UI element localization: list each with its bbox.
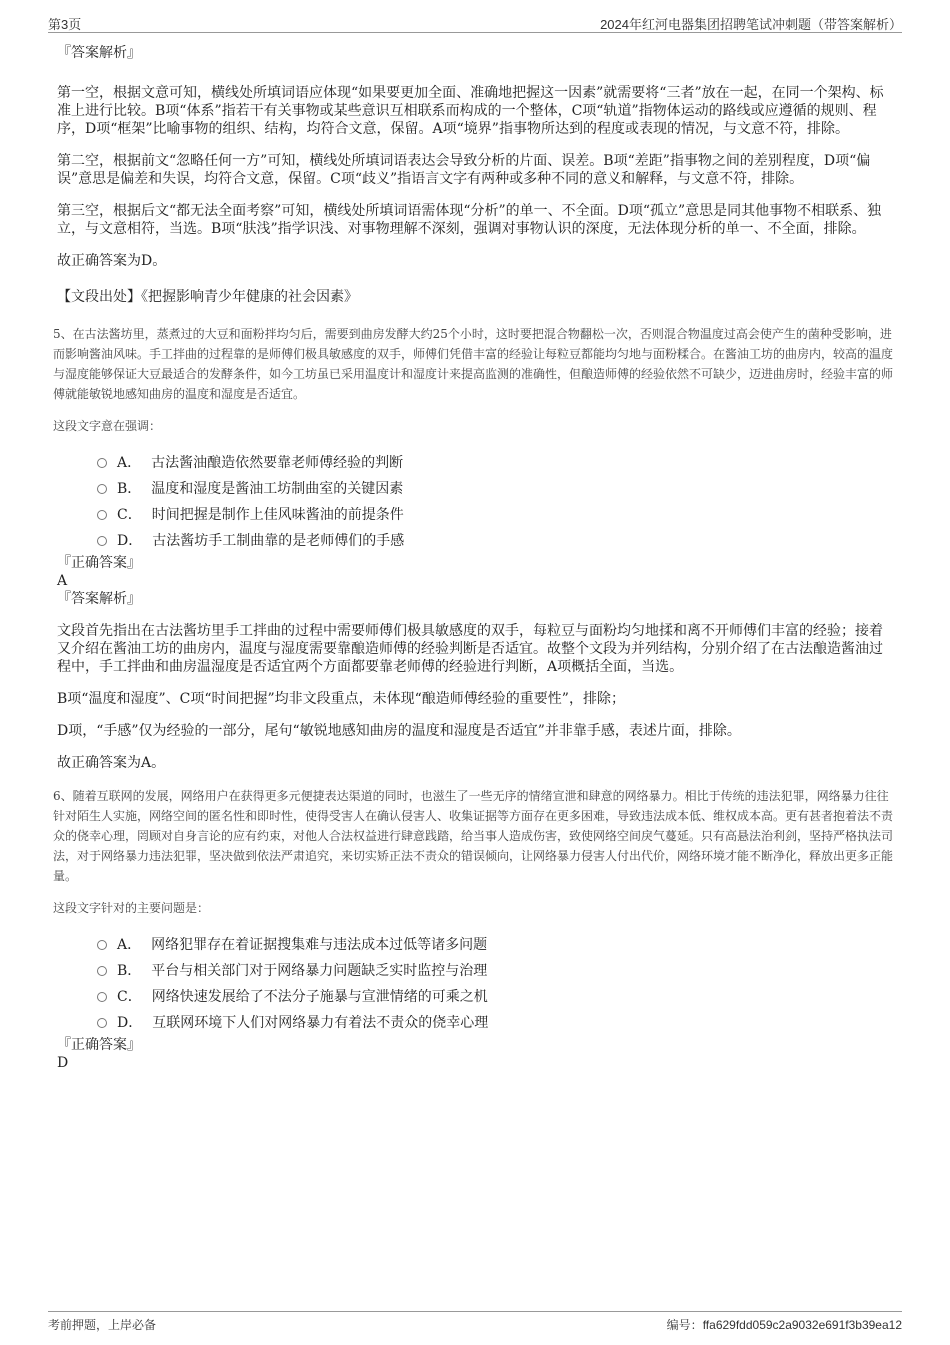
option-text: 网络犯罪存在着证据搜集难与违法成本过低等诸多问题: [151, 937, 488, 953]
q4-analysis-paragraph-2: 第二空，根据前文“忽略任何一方”可知，横线处所填词语表达会导致分析的片面、误差。B项“差距”指事物之间的差别程度，D项“偏误”意思是偏差和失误，均符合文意，保留。C项“歧义”指语言文字有两种或多种不同的意义和解释，与文意不符，排除。: [57, 153, 871, 187]
q5-correct-label: 『正确答案』: [57, 555, 141, 571]
q6-option-d[interactable]: [97, 1010, 895, 1036]
q4-conclusion: 故正确答案为D。: [57, 253, 167, 269]
document-code: [667, 1316, 902, 1333]
radio-icon[interactable]: [97, 484, 107, 494]
option-letter: B．: [117, 481, 142, 497]
q6-option-c[interactable]: [97, 984, 895, 1010]
q6-passage: 6、随着互联网的发展，网络用户在获得更多元便捷表达渠道的同时，也滋生了一些无序的情绪宣泄和肆意的网络暴力。相比于传统的违法犯罪，网络暴力往往针对陌生人实施，网络空间的匿名性和即时性，使得受害人在确认侵害人、收集证据等方面存在更多困难，导致违法成本低、维权成本高。更有甚者抱着法不责众的侥幸心理，罔顾对自身言论的应有约束，对他人合法权益进行肆意践踏，给当事人造成伤害，致使网络空间戾气蔓延。只有高悬法治利剑，坚持严格执法司法，对于网络暴力违法犯罪，坚决做到依法严肃追究，来切实矫正法不责众的错误倾向，让网络暴力侵害人付出代价，网络环境才能不断净化，释放出更多正能量。: [53, 789, 894, 883]
document-title: 2024年红河电器集团招聘笔试冲刺题（带答案解析）: [600, 17, 902, 32]
q5-question: 这段文字意在强调：: [53, 419, 162, 433]
radio-icon[interactable]: [97, 510, 107, 520]
q5-options: [97, 450, 895, 554]
option-letter: A．: [117, 937, 142, 953]
option-letter: D．: [117, 533, 143, 549]
option-letter: C．: [117, 507, 142, 523]
q6-correct-value: D: [57, 1055, 69, 1071]
q5-option-b[interactable]: [97, 476, 895, 502]
document-code-label: 编号：: [666, 1318, 703, 1332]
q5-correct-value: A: [57, 573, 68, 589]
option-text: 温度和湿度是酱油工坊制曲室的关键因素: [151, 481, 404, 497]
option-letter: C．: [117, 989, 142, 1005]
option-text: 平台与相关部门对于网络暴力问题缺乏实时监控与治理: [151, 963, 488, 979]
q6-correct-label: 『正确答案』: [57, 1037, 141, 1053]
q5-option-d[interactable]: [97, 528, 895, 554]
document-code-value: ffa629fdd059c2a9032e691f3b39ea12: [702, 1318, 902, 1332]
page-content: [53, 44, 895, 1072]
option-text: 网络快速发展给了不法分子施暴与宣泄情绪的可乘之机: [151, 989, 488, 1005]
q6-question: 这段文字针对的主要问题是：: [53, 901, 210, 915]
q4-source: 【文段出处】《把握影响青少年健康的社会因素》: [57, 289, 358, 305]
option-text: 时间把握是制作上佳风味酱油的前提条件: [151, 507, 404, 523]
option-letter: A．: [117, 455, 142, 471]
q6-option-b[interactable]: [97, 958, 895, 984]
q6-options: [97, 932, 895, 1036]
radio-icon[interactable]: [97, 992, 107, 1002]
q5-option-c[interactable]: [97, 502, 895, 528]
q4-analysis-paragraph-3: 第三空，根据后文“都无法全面考察”可知，横线处所填词语需体现“分析”的单一、不全面。D项“孤立”意思是同其他事物不相联系、独立，与文意相符，当选。B项“肤浅”指学识浅、对事物理解不深刻，强调对事物认识的深度，无法体现分析的单一、不全面，排除。: [57, 203, 882, 237]
q5-analysis-paragraph-2: B项“温度和湿度”、C项“时间把握”均非文段重点，未体现“酿造师傅经验的重要性”，排除；: [57, 691, 625, 707]
option-text: 互联网环境下人们对网络暴力有着法不责众的侥幸心理: [152, 1015, 489, 1031]
q5-analysis-label: 『答案解析』: [57, 591, 141, 607]
page-number: 第3页: [48, 17, 82, 32]
q5-analysis-paragraph-3: D项，“手感”仅为经验的一部分，尾句“敏锐地感知曲房的温度和湿度是否适宜”并非靠手感，表述片面，排除。: [57, 723, 741, 739]
option-text: 古法酱油酿造依然要靠老师傅经验的判断: [151, 455, 404, 471]
radio-icon[interactable]: [97, 1018, 107, 1028]
option-text: 古法酱坊手工制曲靠的是老师傅们的手感: [152, 533, 405, 549]
page-footer: [48, 1311, 902, 1336]
radio-icon[interactable]: [97, 966, 107, 976]
radio-icon[interactable]: [97, 536, 107, 546]
page-header: [48, 14, 902, 33]
option-letter: D．: [117, 1015, 143, 1031]
option-letter: B．: [117, 963, 142, 979]
radio-icon[interactable]: [97, 940, 107, 950]
q6-option-a[interactable]: [97, 932, 895, 958]
footer-slogan: 考前押题，上岸必备: [48, 1318, 157, 1332]
q4-analysis-paragraph-1: 第一空，根据文意可知，横线处所填词语应体现“如果要更加全面、准确地把握这一因素”就需要将“三者”放在一起，在同一个架构、标准上进行比较。B项“体系”指若干有关事物或某些意识互相联系而构成的一个整体，C项“轨道”指物体运动的路线或应遵循的规则、程序，D项“框架”比喻事物的组织、结构，均符合文意，保留。A项“境界”指事物所达到的程度或表现的情况，与文意不符，排除。: [57, 85, 884, 137]
q5-passage: 5、在古法酱坊里，蒸煮过的大豆和面粉拌均匀后，需要到曲房发酵大约25个小时，这时要把混合物翻松一次，否则混合物温度过高会使产生的菌种受影响，进而影响酱油风味。手工拌曲的过程靠的是师傅们极具敏感度的双手，师傅们凭借丰富的经验让每粒豆都能均匀地与面粉糅合。在酱油工坊的曲房内，较高的温度与湿度能够保证大豆最适合的发酵条件，如今工坊虽已采用温度计和湿度计来提高监测的准确性，但酿造师傅的经验依然不可缺少，迈进曲房时，经验丰富的师傅就能敏锐地感知曲房的温度和湿度是否适宜。: [53, 327, 894, 401]
q5-conclusion: 故正确答案为A。: [57, 755, 166, 771]
q5-option-a[interactable]: [97, 450, 895, 476]
q5-analysis-paragraph-1: 文段首先指出在古法酱坊里手工拌曲的过程中需要师傅们极具敏感度的双手，每粒豆与面粉均匀地揉和离不开师傅们丰富的经验；接着又介绍在酱油工坊的曲房内，温度与湿度需要靠酿造师傅的经验判断是否适宜。故整个文段为并列结构，分别介绍了在古法酿造酱油过程中，手工拌曲和曲房温湿度是否适宜两个方面都要靠老师傅的经验进行判断，A项概括全面，当选。: [57, 623, 883, 675]
radio-icon[interactable]: [97, 458, 107, 468]
q4-analysis-label: 『答案解析』: [57, 45, 141, 61]
